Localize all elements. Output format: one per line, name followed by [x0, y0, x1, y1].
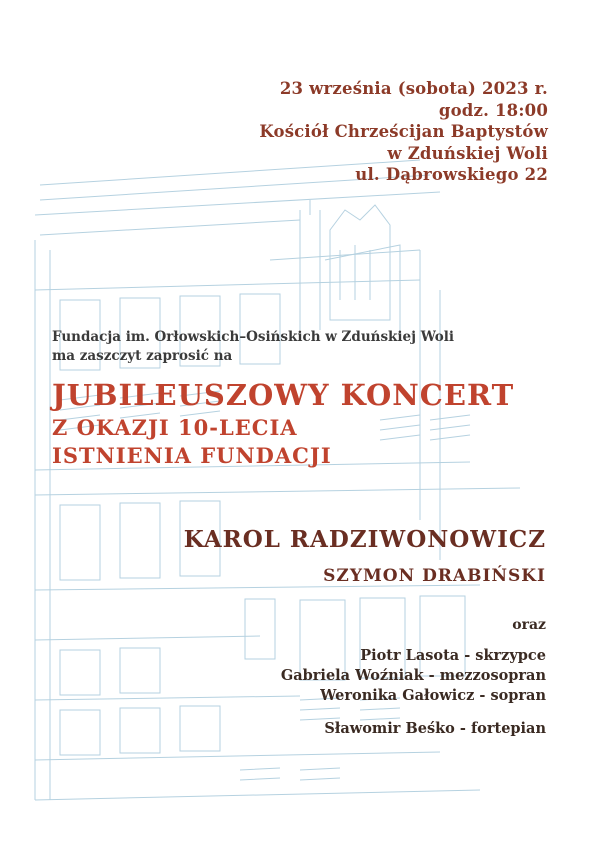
guest-performer: Weronika Gałowicz - sopran [320, 687, 546, 704]
headline-title: JUBILEUSZOWY KONCERT [52, 378, 515, 412]
main-performer: KAROL RADZIWONOWICZ [183, 526, 546, 553]
headline-subtitle-2: ISTNIENIA FUNDACJI [52, 443, 332, 468]
pianist: Sławomir Beśko - fortepian [324, 720, 546, 737]
guest-performers [281, 646, 546, 706]
event-time: godz. 18:00 [438, 100, 548, 120]
event-address: ul. Dąbrowskiego 22 [355, 165, 548, 184]
headline-subtitle-1: Z OKAZJI 10-LECIA [52, 415, 298, 440]
invitation-line-1: Fundacja im. Orłowskich–Osińskich w Zduńskiej Woli [52, 329, 455, 345]
and-label: oraz [512, 617, 546, 633]
invitation-text [52, 328, 454, 366]
guest-performer: Gabriela Woźniak - mezzosopran [280, 667, 546, 684]
second-performer: SZYMON DRABIŃSKI [323, 566, 546, 586]
event-date: 23 września (sobota) 2023 r. [279, 79, 548, 98]
guest-performer: Piotr Lasota - skrzypce [360, 647, 546, 664]
invitation-line-2: ma zaszczyt zaprosić na [52, 348, 233, 364]
event-venue-town: w Zduńskiej Woli [387, 143, 548, 163]
event-venue: Kościół Chrześcijan Baptystów [259, 122, 548, 141]
event-details [259, 78, 548, 186]
concert-headline [52, 376, 514, 470]
